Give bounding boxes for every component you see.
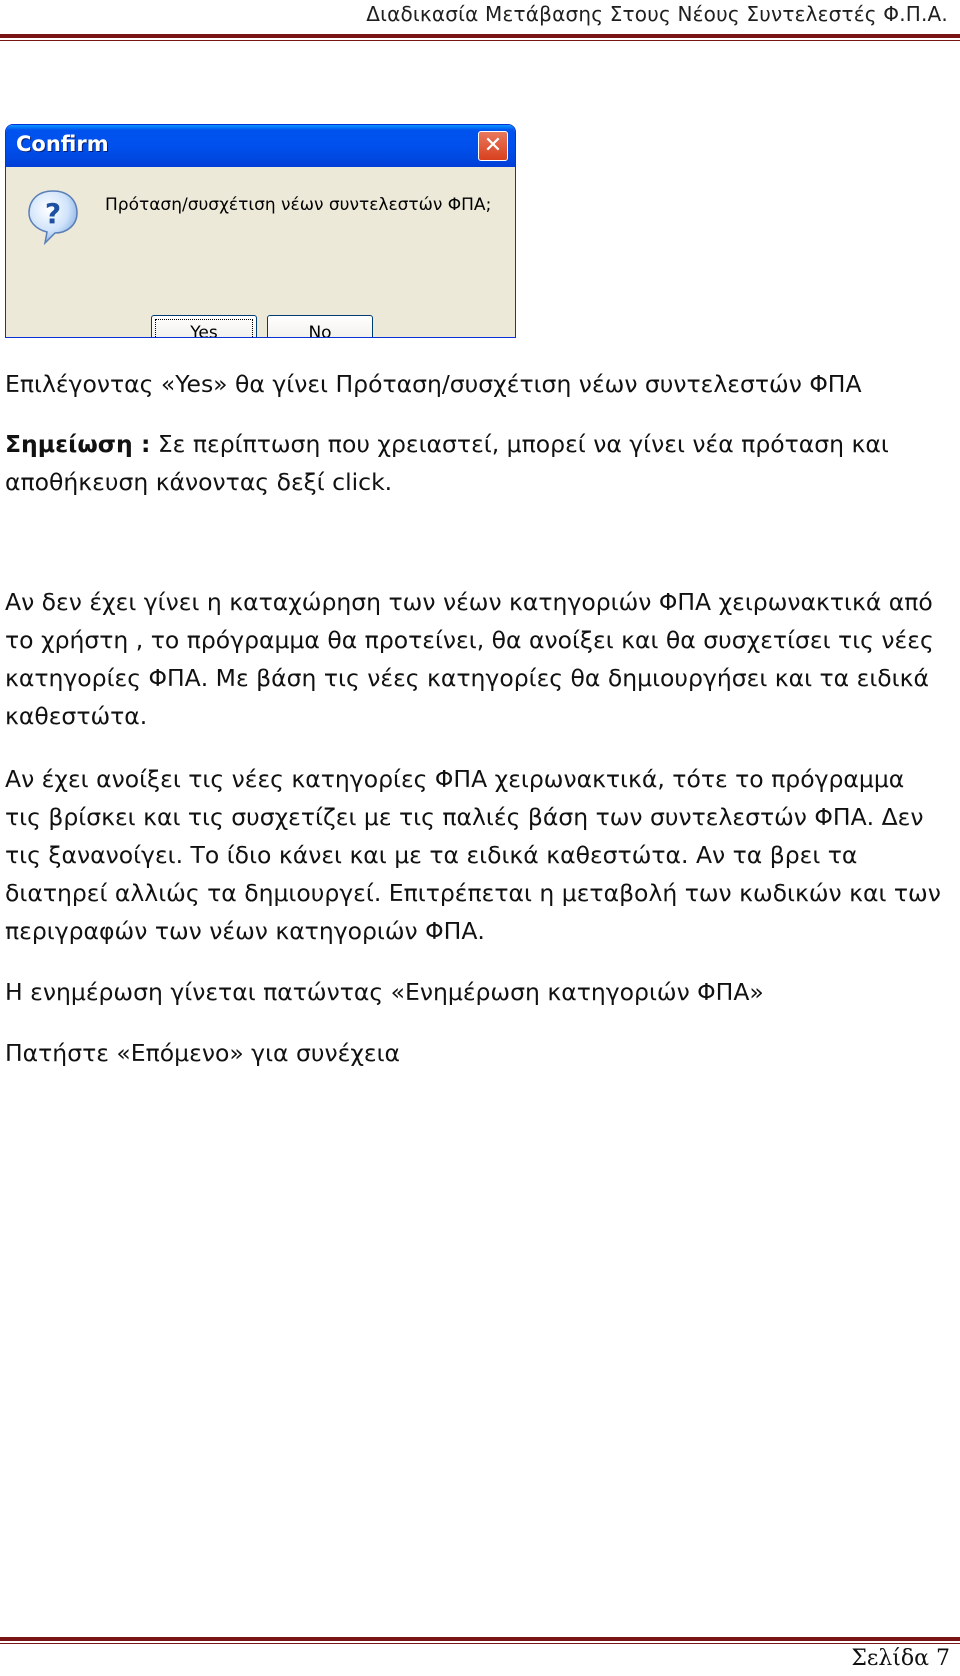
close-button[interactable] <box>478 131 508 161</box>
footer-rule-thin <box>0 1643 960 1644</box>
note-text: Σε περίπτωση που χρειαστεί, μπορεί να γίνει νέα πρόταση και αποθήκευση κάνοντας δεξί click. <box>5 430 889 496</box>
paragraph-note <box>5 425 945 501</box>
paragraph-yes-explanation: Επιλέγοντας «Yes» θα γίνει Πρόταση/συσχέτιση νέων συντελεστών ΦΠΑ <box>5 370 862 398</box>
yes-accelerator: Y <box>190 323 199 338</box>
no-accelerator: N <box>308 323 322 338</box>
document-header-title: Διαδικασία Μετάβασης Στους Νέους Συντελεστές Φ.Π.Α. <box>366 2 948 26</box>
paragraph-update-instruction: Η ενημέρωση γίνεται πατώντας «Ενημέρωση κατηγοριών ΦΠΑ» <box>5 978 764 1006</box>
header-rule-thin <box>0 40 960 41</box>
paragraph-manual-categories: Αν έχει ανοίξει τις νέες κατηγορίες ΦΠΑ χειρωνακτικά, τότε το πρόγραμμα τις βρίσκει και τις συσχετίζει με τις παλιές βάση των συντελεστών ΦΠΑ. Δεν τις ξανανοίγει. Το ίδιο κάνει και με τα ειδικά καθεστώτα. Αν τα βρει τα διατηρεί αλλιώς τα δημιουργεί. Επιτρέπεται η μεταβολή των κωδικών και των περιγραφών των νέων κατηγοριών ΦΠΑ. <box>5 765 941 945</box>
page-number: Σελίδα 7 <box>851 1646 950 1671</box>
no-label-rest: o <box>321 323 332 338</box>
dialog-body <box>9 167 512 338</box>
no-button[interactable] <box>267 315 373 338</box>
note-label: Σημείωση : <box>5 430 151 458</box>
dialog-title: Confirm <box>16 132 109 156</box>
paragraph-next-instruction: Πατήστε «Επόμενο» για συνέχεια <box>5 1039 401 1067</box>
header-rule <box>0 34 960 38</box>
yes-label-rest: es <box>198 323 218 338</box>
dialog-message: Πρόταση/συσχέτιση νέων συντελεστών ΦΠΑ; <box>105 195 492 215</box>
confirm-dialog <box>5 124 516 338</box>
question-icon <box>25 187 81 247</box>
svg-text:?: ? <box>44 197 62 230</box>
dialog-titlebar[interactable] <box>6 125 515 167</box>
close-icon: ✕ <box>483 133 503 158</box>
paragraph-auto-categories: Αν δεν έχει γίνει η καταχώρηση των νέων κατηγοριών ΦΠΑ χειρωνακτικά από το χρήστη , το πρόγραμμα θα προτείνει, θα ανοίξει και θα συσχετίσει τις νέες κατηγορίες ΦΠΑ. Με βάση τις νέες κατηγορίες θα δημιουργήσει και τα ειδικά καθεστώτα. <box>5 588 934 730</box>
yes-button[interactable] <box>151 315 257 338</box>
footer-rule <box>0 1637 960 1641</box>
